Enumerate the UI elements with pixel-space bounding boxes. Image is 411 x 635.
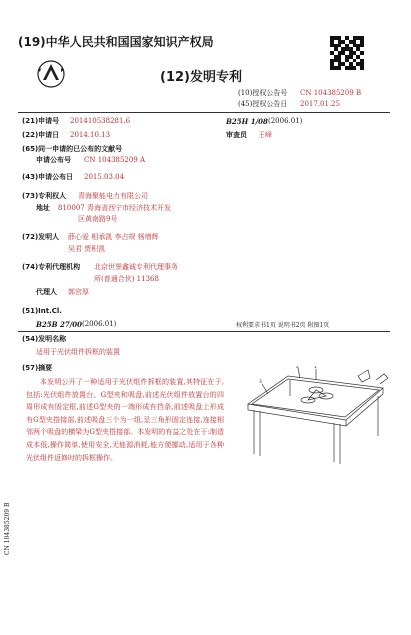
inventors-label: (72)发明人 bbox=[22, 233, 60, 241]
intcl-value: B25B 27/00 bbox=[36, 320, 83, 329]
header-divider bbox=[18, 112, 390, 113]
abstract-label: (57)摘要 bbox=[22, 364, 53, 372]
app-date: 2014.10.13 bbox=[70, 131, 111, 139]
prior-pub-value: CN 104385209 A bbox=[84, 156, 146, 164]
invention-title: 适用于光伏组件拆框的装置 bbox=[36, 348, 120, 356]
app-pub-date-label: (43)申请公布日 bbox=[22, 173, 74, 181]
patent-drawing bbox=[228, 366, 398, 466]
inventors-line-2: 吴君 贾积凯 bbox=[68, 245, 106, 253]
biblio-divider bbox=[18, 331, 390, 332]
side-pub-number: CN 104385209 B bbox=[4, 502, 11, 555]
prior-pub-label: (65)同一申请的已公布的文献号 bbox=[22, 145, 123, 153]
pub-date-label: (45)授权公告日 bbox=[238, 100, 288, 108]
class-code: B25H 1/08 bbox=[226, 117, 268, 126]
pub-date: 2017.01.25 bbox=[300, 100, 341, 108]
examiner: 王峰 bbox=[258, 131, 272, 139]
qr-code bbox=[330, 36, 364, 70]
svg-text:2: 2 bbox=[296, 366, 299, 370]
abstract-text: 本发明公开了一种适用于光伏组件拆框的装置,其特征在于,包括:光伏组件放置台、G型夹和吸盘,前述光伏组件放置台的四周形成有固定框,前述G型夹的一端形成有挡条,前述吸盘上形成有G型夹搭接部,前述吸盘三个为一组,呈三角形固定连接,连接相邻两个吸盘的横梁为G型夹搭接部。本发明的有益之处在于:制造成本低,操作简单,使用安全,无能源消耗,能方便挪动,适用于各种光伏组件返修时的拆框操作。 bbox=[26, 378, 224, 462]
agency-label: (74)专利代理机构 bbox=[22, 263, 81, 271]
cnipa-logo bbox=[34, 58, 68, 88]
patentee-label: (73)专利权人 bbox=[22, 192, 67, 200]
agency-line-2: 所(普通合伙) 11368 bbox=[94, 275, 159, 283]
agency-line-1: 北京世誉鑫诚专利代理事务 bbox=[94, 263, 178, 271]
address-line-1: 810007 青海省西宁市经济技术开发 bbox=[58, 204, 171, 212]
app-no: 201410538281.6 bbox=[70, 117, 131, 125]
class-year: (2006.01) bbox=[268, 117, 303, 125]
agent-label: 代理人 bbox=[36, 288, 57, 296]
svg-text:1: 1 bbox=[314, 366, 317, 370]
country-office: (19)中华人民共和国国家知识产权局 bbox=[18, 35, 214, 49]
intcl-year: (2006.01) bbox=[82, 320, 117, 328]
examiner-label: 审查员 bbox=[226, 131, 247, 139]
app-date-label: (22)申请日 bbox=[22, 131, 60, 139]
title-label: (54)发明名称 bbox=[22, 335, 67, 343]
inventors-line-1: 薛心爱 相承凯 李占规 杨增辉 bbox=[68, 233, 159, 241]
prior-pub-sub-label: 申请公布号 bbox=[36, 156, 71, 164]
patentee: 青海聚能电力有限公司 bbox=[78, 192, 148, 200]
intcl-label: (51)Int.Cl. bbox=[22, 307, 62, 315]
address-line-2: 区黄南路9号 bbox=[78, 215, 118, 223]
app-pub-date: 2015.03.04 bbox=[84, 173, 125, 181]
app-no-label: (21)申请号 bbox=[22, 117, 60, 125]
pub-number: CN 104385209 B bbox=[300, 89, 362, 97]
pub-number-label: (10)授权公告号 bbox=[238, 89, 288, 97]
pages-summary: 权利要求书1页 说明书2页 附图1页 bbox=[236, 322, 330, 329]
svg-text:3: 3 bbox=[259, 380, 262, 385]
document-type: (12)发明专利 bbox=[160, 70, 242, 85]
agent: 郭官厚 bbox=[68, 288, 89, 296]
address-label: 地址 bbox=[36, 204, 50, 212]
